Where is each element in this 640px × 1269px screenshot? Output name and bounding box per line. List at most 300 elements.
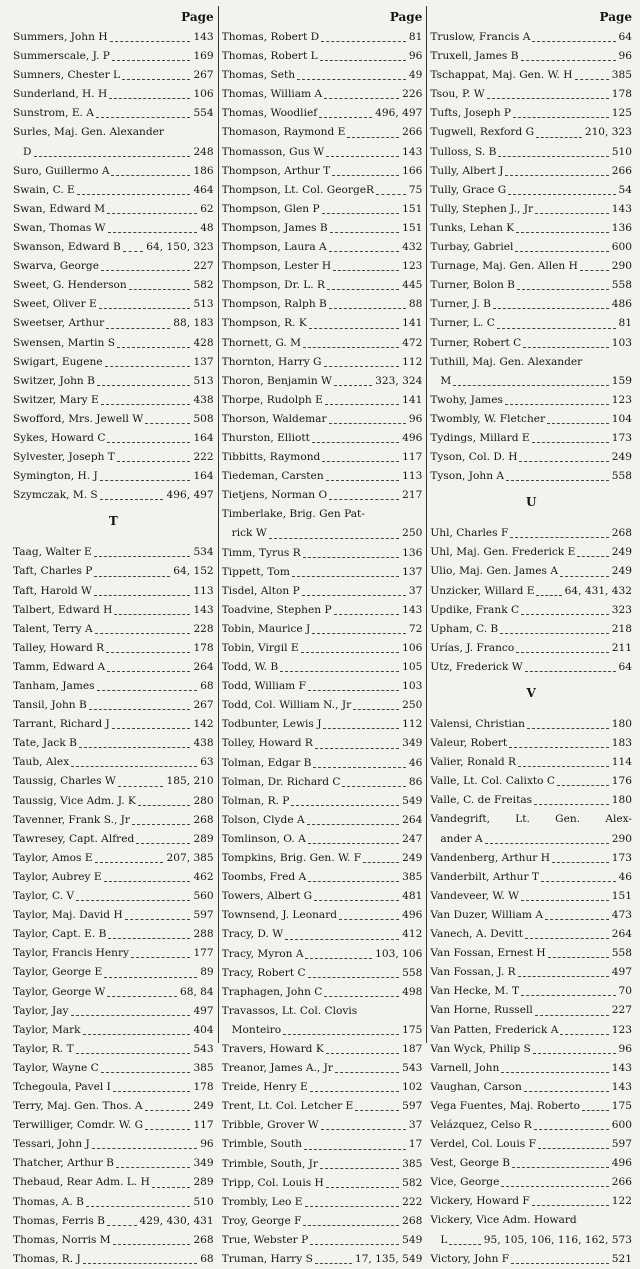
index-entry — [430, 410, 632, 429]
entry-list — [430, 28, 632, 353]
leader-dots — [506, 480, 609, 481]
entry-name: Thornton, Harry G — [221, 355, 322, 368]
entry-pages: 248 — [193, 145, 214, 158]
leader-dots — [332, 175, 399, 176]
index-entry — [430, 849, 632, 868]
entry-pages: 510 — [193, 1195, 214, 1208]
entry-name: Terry, Maj. Gen. Thos. A — [13, 1100, 143, 1113]
entry-name: Twohy, James — [430, 393, 503, 406]
entry-pages: 558 — [402, 966, 423, 979]
index-entry — [13, 448, 214, 467]
index-entry — [222, 1078, 423, 1097]
index-entry — [430, 181, 632, 200]
leader-dots — [509, 747, 609, 748]
index-entry — [13, 582, 214, 601]
entry-name: Thoron, Benjamin W — [221, 374, 332, 387]
entry-pages: 289 — [193, 1176, 214, 1189]
leader-dots — [315, 748, 399, 749]
index-entry — [222, 754, 423, 773]
entry-pages: 185, 210 — [166, 775, 214, 788]
leader-dots — [107, 671, 190, 672]
entry-name: Todd, William F — [221, 680, 306, 693]
entry-name: Timm, Tyrus R — [221, 546, 301, 559]
index-entry — [222, 66, 423, 85]
entry-list — [430, 524, 632, 677]
entry-list — [13, 543, 214, 1269]
leader-dots — [76, 1053, 191, 1054]
entry-pages: 249 — [402, 852, 423, 865]
leader-dots — [538, 1148, 609, 1149]
wrapped-word: Lt. — [515, 813, 530, 826]
index-entry — [222, 295, 423, 314]
index-entry — [13, 983, 214, 1002]
entry-name: Trombly, Leo E — [221, 1195, 303, 1208]
leader-dots — [363, 862, 399, 863]
entry-name: Tunks, Lehan K — [430, 221, 515, 234]
leader-dots — [512, 1167, 609, 1168]
index-entry — [222, 620, 423, 639]
leader-dots — [525, 671, 616, 672]
leader-dots — [34, 156, 191, 157]
entry-name: Vest, George B — [430, 1157, 511, 1170]
entry-pages: 177 — [193, 947, 214, 960]
index-entry — [222, 162, 423, 181]
index-entry — [222, 467, 423, 486]
index-entry — [13, 1231, 214, 1250]
entry-name: Sykes, Howard C — [13, 431, 106, 444]
leader-dots — [334, 614, 400, 615]
index-entry — [222, 1193, 423, 1212]
leader-dots — [308, 977, 400, 978]
leader-dots — [535, 1015, 609, 1016]
entry-name: Taft, Charles P — [13, 565, 93, 578]
entry-name: Upham, C. B — [430, 622, 499, 635]
index-entry — [222, 1059, 423, 1078]
index-entry — [222, 276, 423, 295]
entry-pages: 290 — [611, 260, 633, 273]
leader-dots — [303, 557, 399, 558]
entry-pages: 549 — [402, 794, 423, 807]
entry-pages: 211 — [611, 641, 633, 654]
entry-pages: 385 — [193, 1061, 214, 1074]
entry-name: Taylor, Wayne C — [13, 1061, 99, 1074]
entry-pages: 113 — [402, 470, 423, 483]
leader-dots — [309, 328, 399, 329]
entry-name: Toadvine, Stephen P — [221, 603, 332, 616]
leader-dots — [77, 194, 191, 195]
index-entry — [222, 391, 423, 410]
entry-name: Tulloss, S. B — [430, 145, 497, 158]
entry-name: Tompkins, Brig. Gen. W. F — [221, 852, 362, 865]
index-entry — [222, 143, 423, 162]
entry-pages: 432 — [402, 241, 423, 254]
entry-pages: 513 — [193, 374, 214, 387]
entry-pages: 96 — [200, 1138, 214, 1151]
entry-name: Van Patten, Frederick A — [430, 1023, 559, 1036]
index-entry — [13, 1059, 214, 1078]
leader-dots — [291, 805, 399, 806]
entry-name: Talley, Howard R — [13, 641, 105, 654]
entry-pages: 178 — [611, 88, 633, 101]
index-entry — [430, 1135, 632, 1154]
index-entry — [430, 104, 632, 123]
entry-name: Truman, Harry S — [221, 1253, 313, 1265]
entry-name: Taylor, Mark — [13, 1023, 81, 1036]
entry-name: Tracy, D. W — [221, 928, 284, 941]
entry-pages: 106 — [193, 88, 214, 101]
entry-name: Suro, Guillermo A — [13, 164, 110, 177]
entry-name: Thomason, Raymond E — [221, 126, 346, 139]
index-entry — [430, 562, 632, 581]
entry-pages: 510 — [611, 145, 633, 158]
entry-list — [13, 28, 214, 123]
index-entry — [222, 429, 423, 448]
entry-pages: 96 — [408, 50, 423, 63]
entry-name: Swarva, George — [13, 260, 99, 273]
index-entry — [222, 734, 423, 753]
index-entry — [13, 658, 214, 677]
leader-dots — [329, 308, 406, 309]
leader-dots — [113, 1244, 191, 1245]
entry-pages: 264 — [193, 660, 214, 673]
entry-name: Tyson, Col. D. H — [430, 451, 518, 464]
entry-name: Tomlinson, O. A — [221, 832, 306, 845]
index-entry — [13, 353, 214, 372]
leader-dots — [106, 652, 190, 653]
index-entry — [430, 257, 632, 276]
entry-name: Tietjens, Norman O — [221, 489, 328, 502]
leader-dots — [552, 862, 609, 863]
entry-name: Travers, Howard K — [221, 1042, 324, 1055]
entry-pages: 445 — [402, 279, 423, 292]
leader-dots — [97, 385, 191, 386]
index-entry — [430, 639, 632, 658]
leader-dots — [113, 1091, 191, 1092]
entry-list — [430, 715, 632, 810]
entry-name: Valensi, Christian — [430, 718, 525, 730]
entry-name: Traphagen, John C — [221, 985, 323, 998]
entry-pages: 543 — [193, 1042, 214, 1055]
index-entry — [13, 85, 214, 104]
index-entry — [222, 181, 423, 200]
entry-pages: 268 — [611, 527, 633, 540]
index-entry — [13, 620, 214, 639]
index-entry — [430, 1040, 632, 1059]
leader-dots — [145, 423, 190, 424]
leader-dots — [302, 595, 406, 596]
index-entry — [430, 1097, 632, 1116]
entry-name: Todd, W. B — [221, 661, 279, 674]
leader-dots — [315, 1263, 352, 1264]
entry-name: Taft, Harold W — [13, 584, 92, 597]
leader-dots — [326, 1187, 399, 1188]
entry-pages: 289 — [193, 832, 214, 845]
entry-pages: 280 — [193, 794, 214, 807]
entry-pages: 497 — [611, 966, 633, 979]
entry-pages: 249 — [611, 451, 633, 464]
entry-name: Tribble, Grover W — [221, 1119, 319, 1132]
leader-dots — [525, 938, 609, 939]
index-entry — [222, 1097, 423, 1116]
index-entry — [13, 1193, 214, 1212]
index-entry — [430, 944, 632, 963]
index-entry — [222, 1135, 423, 1154]
index-entry — [13, 486, 214, 505]
entry-pages: 549 — [402, 1233, 423, 1246]
index-entry — [13, 181, 214, 200]
index-entry — [13, 906, 214, 925]
entry-name: Turner, Robert C — [430, 336, 522, 349]
entry-name: Treide, Henry E — [221, 1081, 308, 1094]
entry-pages: 496 — [402, 431, 423, 444]
entry-name: Thompson, Dr. L. R — [221, 279, 326, 292]
entry-name: Thomasson, Gus W — [221, 145, 325, 158]
index-entry — [222, 353, 423, 372]
entry-pages: 412 — [402, 928, 423, 941]
entry-pages: 175 — [611, 1099, 633, 1112]
entry-pages: 106 — [402, 642, 423, 654]
entry-pages: 81 — [408, 31, 423, 43]
index-entry — [222, 887, 423, 906]
entry-name: Symington, H. J — [13, 470, 98, 483]
entry-pages: 266 — [611, 164, 633, 177]
index-entry — [222, 314, 423, 333]
entry-pages: 428 — [193, 336, 214, 349]
index-entry — [13, 963, 214, 982]
entry-name: Thompson, Glen P — [221, 202, 320, 215]
entry-pages: 54 — [618, 183, 633, 196]
leader-dots — [108, 232, 198, 233]
entry-name: Turner, Bolon B — [430, 279, 515, 292]
entry-pages: 88 — [408, 298, 423, 311]
leader-dots — [493, 308, 609, 309]
leader-dots — [97, 690, 198, 691]
leader-dots — [321, 41, 406, 42]
entry-pages: 112 — [402, 355, 423, 368]
leader-dots — [511, 1263, 609, 1264]
index-entry — [222, 219, 423, 238]
entry-name: Taylor, Maj. David H — [13, 909, 123, 922]
entry-pages: 554 — [193, 107, 214, 120]
index-entry — [430, 238, 632, 257]
leader-dots — [321, 1129, 406, 1130]
entry-pages: 175 — [402, 1023, 423, 1036]
entry-pages: 486 — [611, 298, 633, 311]
leader-dots — [325, 404, 399, 405]
entry-pages: 48 — [200, 221, 214, 234]
index-entry — [430, 868, 632, 887]
index-entry — [13, 1116, 214, 1135]
entry-list — [430, 849, 632, 1212]
index-entry — [430, 391, 632, 410]
entry-pages: 141 — [402, 317, 423, 330]
entry-name: Valle, Lt. Col. Calixto C — [430, 775, 556, 788]
entry-pages: 267 — [193, 699, 214, 712]
entry-name: Swigart, Eugene — [13, 355, 103, 368]
entry-pages: 582 — [193, 279, 214, 292]
index-entry — [222, 658, 423, 677]
entry-name: Thompson, Arthur T — [221, 164, 331, 177]
leader-dots — [536, 137, 582, 138]
entry-pages: 102 — [402, 1081, 423, 1094]
entry-pages: 222 — [402, 1195, 423, 1208]
entry-name: Victory, John F — [430, 1252, 510, 1265]
wrapped-entry-line: Surles, Maj. Gen. Alexander — [13, 126, 164, 139]
index-entry — [13, 1173, 214, 1192]
index-entry — [13, 391, 214, 410]
index-entry — [430, 543, 632, 562]
index-entry — [13, 334, 214, 353]
index-entry — [430, 200, 632, 219]
index-entry — [222, 486, 423, 505]
leader-dots — [112, 728, 191, 729]
index-entry — [222, 1231, 423, 1250]
leader-dots — [110, 41, 191, 42]
entry-pages: 558 — [611, 470, 633, 483]
entry-name: Tolman, R. P — [221, 794, 290, 807]
entry-pages: 227 — [193, 260, 214, 273]
leader-dots — [580, 270, 609, 271]
entry-name: Sunstrom, E. A — [13, 107, 94, 120]
entry-name: Taylor, Aubrey E — [13, 870, 102, 883]
entry-pages: 68, 84 — [179, 985, 214, 998]
entry-name: Vanderbilt, Arthur T — [430, 870, 539, 883]
entry-pages: 117 — [402, 451, 423, 464]
entry-name: Tavenner, Frank S., Jr — [13, 813, 130, 826]
entry-name: Thompson, R. K — [221, 317, 307, 330]
entry-name: Turbay, Gabriel — [430, 241, 514, 254]
index-entry — [430, 524, 632, 543]
leader-dots — [497, 328, 616, 329]
entry-pages: 136 — [402, 546, 423, 559]
entry-name: Uhl, Maj. Gen. Frederick E — [430, 546, 576, 559]
wrapped-word: Vandegrift, — [430, 813, 490, 826]
entry-name: Thorpe, Rudolph E — [221, 393, 323, 406]
entry-name: Tschappat, Maj. Gen. W. H — [430, 69, 573, 82]
entry-name: Ulio, Maj. Gen. James A — [430, 565, 558, 578]
entry-list — [13, 162, 214, 506]
index-entry — [13, 238, 214, 257]
entry-pages: 142 — [193, 718, 214, 731]
leader-dots — [353, 709, 399, 710]
entry-pages: 385 — [402, 1157, 423, 1170]
entry-name: Toombs, Fred A — [221, 871, 307, 884]
entry-name: Szymczak, M. S — [13, 489, 98, 502]
entry-pages: 159 — [611, 374, 633, 387]
leader-dots — [560, 576, 609, 577]
leader-dots — [136, 843, 190, 844]
leader-dots — [329, 499, 399, 500]
leader-dots — [532, 442, 609, 443]
entry-pages: 123 — [611, 1023, 633, 1036]
leader-dots — [518, 766, 609, 767]
index-entry — [430, 1173, 632, 1192]
entry-pages: 72 — [408, 622, 423, 635]
entry-list — [430, 391, 632, 486]
index-entry — [13, 1021, 214, 1040]
entry-pages: 112 — [402, 718, 423, 731]
leader-dots — [449, 1244, 480, 1245]
entry-pages: 178 — [193, 641, 214, 654]
entry-pages: 438 — [193, 737, 214, 750]
leader-dots — [308, 881, 399, 882]
leader-dots — [322, 461, 399, 462]
entry-name: Updike, Frank C — [430, 603, 520, 616]
entry-name: Taussig, Vice Adm. J. K — [13, 794, 136, 807]
entry-pages: 267 — [193, 69, 214, 82]
entry-name: Tolman, Edgar B — [221, 756, 312, 769]
index-entry — [222, 1116, 423, 1135]
index-entry — [430, 734, 632, 753]
index-entry — [13, 1135, 214, 1154]
leader-dots — [534, 1129, 609, 1130]
page-header-label: Page — [599, 10, 633, 24]
leader-dots — [104, 977, 197, 978]
leader-dots — [95, 633, 191, 634]
entry-name: Tawresey, Capt. Alfred — [13, 832, 135, 845]
entry-pages: 166 — [402, 164, 423, 177]
index-entry — [222, 200, 423, 219]
leader-dots — [117, 461, 191, 462]
entry-name: Taussig, Charles W — [13, 775, 116, 788]
entry-pages: 496, 497 — [375, 107, 423, 120]
index-entry — [430, 295, 632, 314]
index-entry — [222, 448, 423, 467]
page-header-label: Page — [389, 10, 423, 24]
leader-dots — [342, 786, 405, 787]
index-entry — [13, 562, 214, 581]
entry-name: Summerscale, J. P — [13, 50, 110, 63]
leader-dots — [99, 308, 191, 309]
leader-dots — [123, 251, 144, 252]
leader-dots — [283, 1034, 399, 1035]
index-entry — [430, 85, 632, 104]
entry-name: Tyson, John A — [430, 470, 505, 483]
leader-dots — [116, 1167, 190, 1168]
leader-dots — [145, 1129, 190, 1130]
entry-name: Tully, Grace G — [430, 183, 507, 196]
leader-dots — [107, 1225, 137, 1226]
wrapped-entry-line: Tuthill, Maj. Gen. Alexander — [430, 355, 583, 368]
entry-name: Tully, Stephen J., Jr — [430, 202, 534, 215]
section-letter-u: U — [525, 495, 537, 510]
index-entry — [222, 983, 423, 1002]
entry-name: D — [23, 145, 32, 158]
entry-pages: 521 — [611, 1252, 633, 1265]
entry-pages: 143 — [402, 145, 423, 158]
entry-name: Thomas, William A — [221, 88, 323, 101]
entry-pages: 178 — [193, 1080, 214, 1093]
entry-pages: 250 — [402, 527, 423, 540]
entry-name: Todd, Col. William N., Jr — [221, 699, 352, 712]
index-entry — [222, 123, 423, 142]
leader-dots — [100, 499, 164, 500]
leader-dots — [322, 213, 400, 214]
entry-pages: 49 — [408, 69, 423, 82]
leader-dots — [521, 900, 609, 901]
entry-pages: 103 — [611, 336, 633, 349]
leader-dots — [324, 98, 399, 99]
section-letter-v: V — [526, 686, 536, 700]
index-entry — [430, 372, 632, 391]
entry-name: Thurston, Elliott — [221, 431, 310, 444]
leader-dots — [320, 60, 406, 61]
index-entry — [13, 849, 214, 868]
entry-pages: 103, 106 — [375, 947, 423, 960]
entry-name: Tracy, Robert C — [221, 966, 306, 979]
leader-dots — [516, 232, 609, 233]
index-entry — [430, 887, 632, 906]
